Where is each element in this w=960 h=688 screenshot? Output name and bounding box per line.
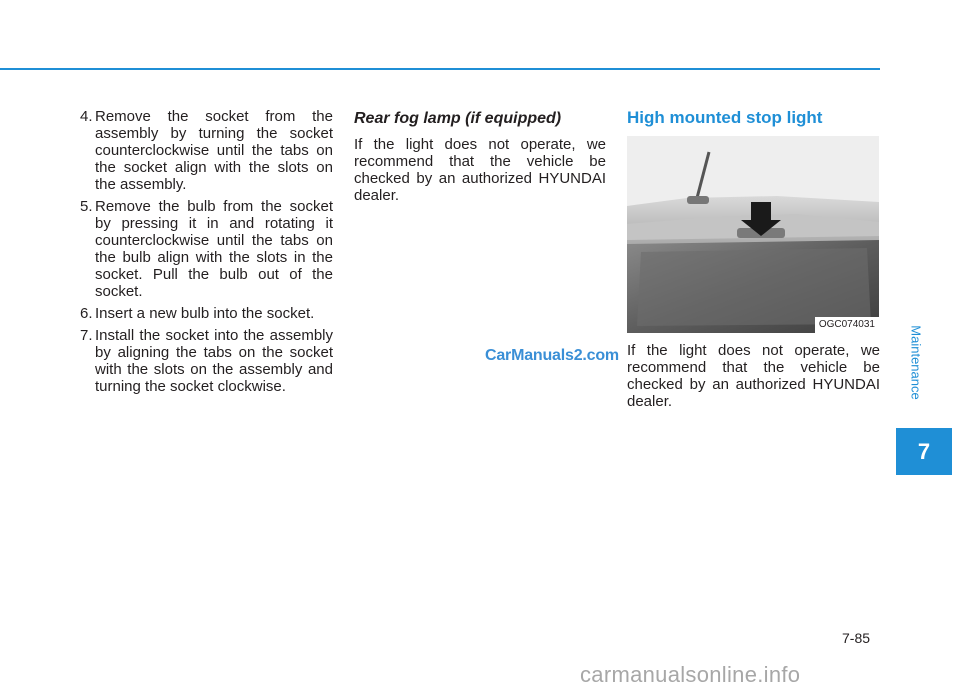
step-text: Remove the socket from the assembly by turning the socket counterclockwise until the tabs on the socket align with the slots on the assembly. xyxy=(95,108,333,193)
chapter-tab-label xyxy=(906,300,926,425)
step-number: 7. xyxy=(80,327,93,344)
stop-light-section xyxy=(627,108,880,410)
chapter-tab[interactable]: 7 xyxy=(896,428,952,475)
rear-fog-lamp-heading: Rear fog lamp (if equipped) xyxy=(354,110,562,127)
figure-code: OGC074031 xyxy=(815,317,879,333)
step-number: 5. xyxy=(80,198,93,215)
stop-light-figure xyxy=(627,136,879,333)
chapter-title: Maintenance xyxy=(908,325,924,400)
top-rule xyxy=(0,68,880,70)
rear-fog-lamp-section xyxy=(354,110,606,204)
step-number: 4. xyxy=(80,108,93,125)
footer-site-link[interactable]: carmanualsonline.info xyxy=(580,662,801,687)
watermark-logo: CarManuals2.com xyxy=(485,347,619,364)
step-text: Remove the bulb from the socket by pressing it in and rotating it counterclockwise until the tabs on the bulb align with the slots in the socket. Pull the bulb out of the socket. xyxy=(95,198,333,300)
stop-light-heading: High mounted stop light xyxy=(627,108,823,127)
step-text: Insert a new bulb into the socket. xyxy=(95,305,315,322)
step-item xyxy=(80,108,333,193)
vehicle-rear-illustration xyxy=(627,136,879,333)
step-text: Install the socket into the assembly by aligning the tabs on the socket with the slots on the assembly and turning the socket clockwise. xyxy=(95,327,333,395)
stop-light-body: If the light does not operate, we recommend that the vehicle be checked by an authorized HYUNDAI dealer. xyxy=(627,342,880,410)
step-number: 6. xyxy=(80,305,93,322)
page-number: 7-85 xyxy=(842,630,871,646)
rear-fog-lamp-body: If the light does not operate, we recommend that the vehicle be checked by an authorized HYUNDAI dealer. xyxy=(354,136,606,204)
steps-column xyxy=(80,108,333,400)
step-item xyxy=(80,198,333,300)
step-item xyxy=(80,305,333,322)
step-item xyxy=(80,327,333,395)
